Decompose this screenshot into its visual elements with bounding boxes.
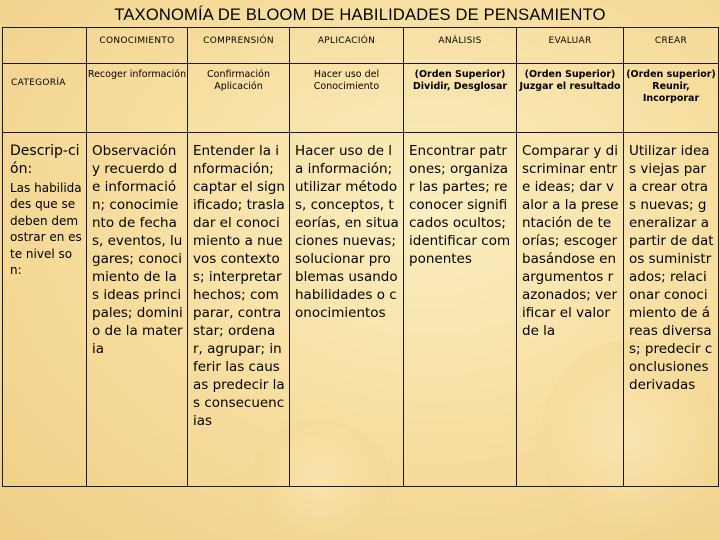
page-title: TAXONOMÍA DE BLOOM DE HABILIDADES DE PENSAMIENTO bbox=[114, 6, 606, 24]
category-comprension: Confirmación Aplicación bbox=[188, 64, 290, 133]
description-sublabel: Las habilidades que se deben demostrar en este nivel son: bbox=[10, 181, 82, 278]
category-analisis: (Orden Superior) Dividir, Desglosar bbox=[404, 64, 517, 133]
description-aplicacion: Hacer uso de la información; utilizar métodos, conceptos, teorías, en situaciones nuevas; solucionar problemas usando habilidades o conocimientos bbox=[290, 133, 404, 487]
category-aplicacion: Hacer uso del Conocimiento bbox=[290, 64, 404, 133]
category-conocimiento: Recoger información bbox=[87, 64, 188, 133]
header-evaluar: EVALUAR bbox=[517, 28, 624, 64]
description-analisis: Encontrar patrones; organizar las partes; reconocer significados ocultos; identificar componentes bbox=[404, 133, 517, 487]
bloom-taxonomy-table bbox=[2, 27, 719, 487]
category-label: CATEGORÍA bbox=[3, 64, 87, 133]
category-evaluar: (Orden Superior) Juzgar el resultado bbox=[517, 64, 624, 133]
description-row bbox=[3, 133, 719, 487]
header-conocimiento: CONOCIMIENTO bbox=[87, 28, 188, 64]
header-comprension: COMPRENSIÓN bbox=[188, 28, 290, 64]
header-row bbox=[3, 28, 719, 64]
description-comprension: Entender la información; captar el significado; trasladar el conocimiento a nuevos contextos; interpretar hechos; comparar, contrastar; ordenar, agrupar; inferir las causas predecir las consecuencias bbox=[188, 133, 290, 487]
category-row bbox=[3, 64, 719, 133]
description-label-cell bbox=[3, 133, 87, 487]
header-aplicacion: APLICACIÓN bbox=[290, 28, 404, 64]
category-crear: (Orden superior) Reunir, Incorporar bbox=[624, 64, 719, 133]
description-evaluar: Comparar y discriminar entre ideas; dar valor a la presentación de teorías; escoger basándose en argumentos razonados; verificar el valor de la bbox=[517, 133, 624, 487]
header-analisis: ANÁLISIS bbox=[404, 28, 517, 64]
description-conocimiento: Observación y recuerdo de información; conocimiento de fechas, eventos, lugares; conocimiento de las ideas principales; dominio de la materia bbox=[87, 133, 188, 487]
description-crear: Utilizar ideas viejas para crear otras nuevas; generalizar a partir de datos suministrados; relacionar conocimiento de áreas diversas; predecir conclusiones derivadas bbox=[624, 133, 719, 487]
header-empty-cell bbox=[3, 28, 87, 64]
header-crear: CREAR bbox=[624, 28, 719, 64]
description-label: Descrip-ción: bbox=[10, 143, 80, 177]
